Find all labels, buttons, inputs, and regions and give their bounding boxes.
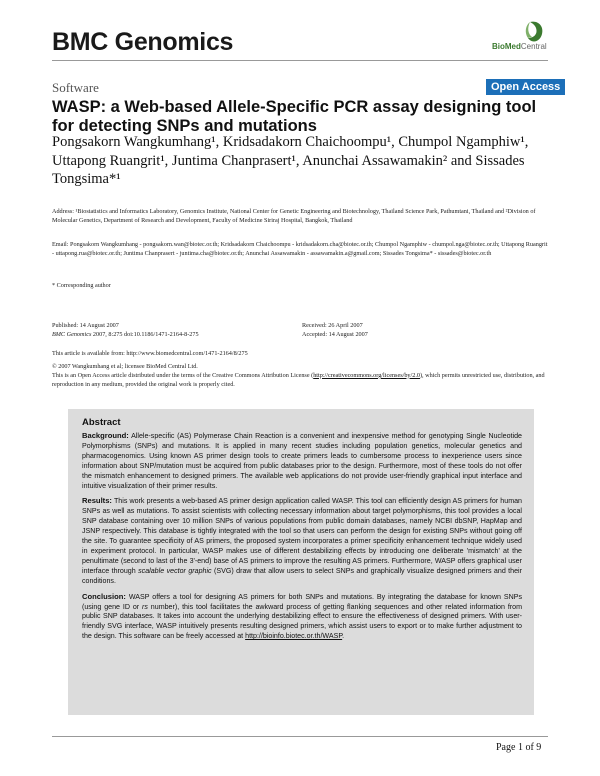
license-link[interactable]: http://creativecommons.org/licenses/by/2.0 — [313, 371, 420, 379]
results-text-2: (SVG) draw that allow users to select SNPs and graphically visualize designed primers and their conditions. — [82, 566, 522, 585]
author-emails: Email: Pongsakorn Wangkumhang - pongsakorn.wan@biotec.or.th; Kridsadakorn Chaichoompu - kridsadakorn.cha@biotec.or.th; Chumpol Ngamphiw - chumpol.nga@biotec.or.th; Uttapong Ruangrit - uttapong.rua@biotec.or.th; Juntima Chanprasert - juntima.cha@biotec.or.th; Anunchai Assawamakin - assawamakin.a@gmail.com; Sissades Tongsima* - sissades@biotec.or.th — [52, 241, 548, 257]
received-date: Received: 26 April 2007 — [302, 322, 363, 329]
open-access-badge: Open Access — [486, 79, 565, 95]
results-label: Results: — [82, 496, 112, 506]
conclusion-text-italic: rs — [142, 602, 148, 611]
header-rule — [52, 60, 548, 61]
conclusion-text-1: WASP offers a tool for designing AS primers for both SNPs and mutations. By integrating the database for known SNPs (using gene ID or — [82, 592, 522, 611]
publisher-logo-text — [492, 42, 547, 51]
abstract-results — [82, 496, 522, 586]
conclusion-label: Conclusion: — [82, 591, 126, 601]
publication-info — [52, 322, 302, 340]
article-title: WASP: a Web-based Allele-Specific PCR assay designing tool for detecting SNPs and mutations — [52, 98, 537, 135]
conclusion-end: . — [342, 632, 345, 641]
background-label: Background: — [82, 431, 129, 440]
wasp-link[interactable]: http://bioinfo.biotec.or.th/WASP — [245, 632, 343, 641]
copyright-notice — [52, 363, 548, 389]
corresponding-author-note: * Corresponding author — [52, 282, 111, 289]
results-text-italic: scalable vector graphic — [138, 566, 212, 575]
abstract-box — [68, 409, 534, 715]
license-statement — [52, 372, 548, 390]
abstract-conclusion — [82, 592, 522, 643]
footer-rule — [52, 736, 548, 737]
abstract-background — [82, 431, 522, 491]
conclusion-text-2: number), this tool facilitates the awkward process of getting flanking sequences and other related information from public SNP databases. It takes into account the underlying destabilizing effect to ensure the effectiveness of designed primers. With user-friendly SVG interface, WASP intuitively presents resulting designed primers, which assist users to export or to make further adjustment to the design. This software can be freely accessed at — [82, 602, 523, 641]
abstract-heading: Abstract — [82, 417, 121, 428]
article-category: Software — [52, 80, 99, 95]
journal-name: BMC Genomics — [52, 28, 234, 56]
published-date: Published: 14 August 2007 — [52, 322, 119, 329]
copyright-line: © 2007 Wangkumhang et al; licensee BioMed Central Ltd. — [52, 363, 198, 370]
results-text-1: This work presents a web-based AS primer design application called WASP. This tool can efficiently design AS primers for human SNPs as well as mutations. To assist scientists with collecting necessary information about target polymorphisms, this tool provides a local SNP database containing over 10 million SNPs of various populations from public domain databases, namely NCBI dbSNP, HapMap and JSNP respectively. This database is tightly integrated with the tool so that users can perform the design for existing SNPs without going off the site. To guarantee specificity of AS primers, the proposed system incorporates a primer specificity enhancement technique widely used in experiment protocol. In particular, WASP makes use of different destabilizing effects by introducing one deliberate 'mismatch' at the penultimate (second to last of the 3'-end) base of AS primers to improve the resulting AS primers. Furthermore, WASP offers graphical user interface through — [82, 497, 522, 575]
license-text-start: This is an Open Access article distributed under the terms of the Creative Commons Attribution License ( — [52, 371, 314, 379]
submission-dates — [302, 322, 542, 340]
background-text: Allele-specific (AS) Polymerase Chain Reaction is a convenient and inexpensive method for genotyping Single Nucleotide Polymorphisms (SNPs) and mutations. It is applied in many recent studies including population genetics, molecular genetics and pharmacogenomics. Using known AS primer design tools to create primers leads to cumbersome process to inexperience users since information about SNP/mutation must be acquired from public databases prior to the design. Furthermore, most of these tools do not offer the mismatch enhancement to designed primers. The available web applications do not provide user-friendly graphical input interface and intuitive visualization of their primer results. — [82, 432, 522, 490]
article-availability[interactable]: This article is available from: http://www.biomedcentral.com/1471-2164/8/275 — [52, 350, 248, 357]
citation-details: 2007, 8:275 doi:10.1186/1471-2164-8-275 — [91, 330, 199, 338]
accepted-date: Accepted: 14 August 2007 — [302, 330, 368, 338]
publisher-central: Central — [520, 42, 547, 51]
citation-journal: BMC Genomics — [52, 330, 92, 338]
author-list: Pongsakorn Wangkumhang¹, Kridsadakorn Chaichoompu¹, Chumpol Ngamphiw¹, Uttapong Ruangrit¹, Juntima Chanprasert¹, Anunchai Assawamakin² and Sissades Tongsima*¹ — [52, 134, 529, 187]
license-text-end: ), which permits unrestricted use, distribution, and reproduction in any medium, provided the original work is properly cited. — [52, 371, 545, 388]
author-address: Address: ¹Biostatistics and Informatics Laboratory, Genomics Institute, National Center for Genetic Engineering and Biotechnology, Thailand Science Park, Pathumtani, Thailand and ²Division of Molecular Genetics, Department of Research and Development, Faculty of Medicine Siriraj Hospital, Bangkok, Thailand — [52, 208, 536, 224]
publisher-bio: BioMed — [492, 42, 521, 51]
citation — [52, 331, 302, 340]
page-number: Page 1 of 9 — [496, 742, 542, 753]
